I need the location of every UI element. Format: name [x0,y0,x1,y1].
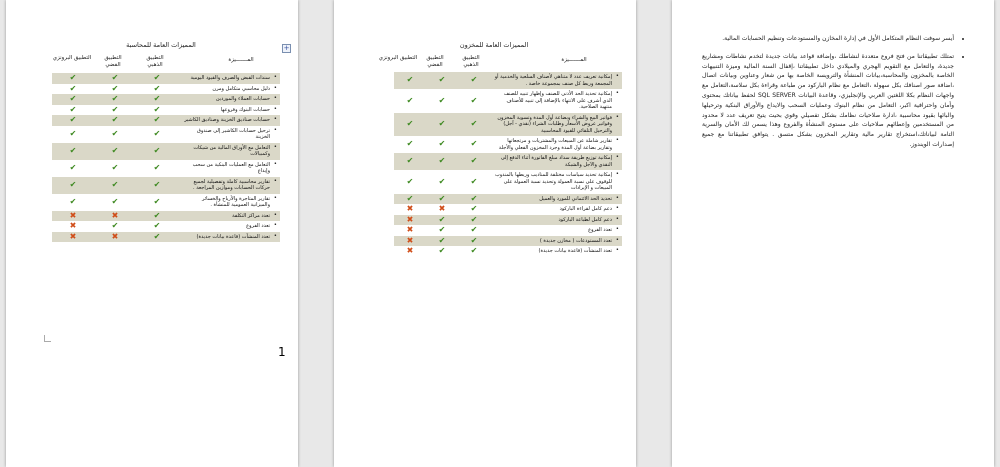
silver-cell [94,105,136,116]
gold-cell [136,143,178,160]
header-silver: التطبيق الفضي [426,55,444,68]
silver-cell [94,115,136,126]
gold-cell [136,84,178,95]
inventory-features-table [394,72,622,257]
check-icon-gold: ✔ [470,75,478,85]
check-icon-bronze: ✔ [69,162,77,172]
check-icon-bronze: ✔ [406,139,414,149]
bronze-cell [52,143,94,160]
bronze-cell [52,232,94,243]
feature-label: • إمكانية تحديد الحد الأدنى للصنف وإظهار تنبيه للصنف الذي أشرف على الانتهاء بالإضافة إلى تنبيه للأصناف منتهية الصلاحية. [490,89,622,113]
table-row [52,143,280,160]
check-icon-gold: ✔ [470,204,478,213]
header-bronze: التطبيق البرونزي [52,55,92,61]
cross-icon-bronze: ✖ [69,210,77,220]
check-icon-bronze: ✔ [406,95,414,105]
table-row [394,215,622,226]
check-icon-silver: ✔ [438,139,446,149]
silver-cell [94,160,136,177]
check-icon-silver: ✔ [438,193,446,203]
intro-paragraph: • أيسر سوفت النظام المتكامل الأول في إدارة المخازن والمستودعات وتنظيم الحسابات المالية. [702,34,954,44]
table-row [52,84,280,95]
check-icon-gold: ✔ [153,115,161,124]
gold-cell [458,215,490,226]
check-icon-silver: ✔ [111,196,119,206]
table-row [394,246,622,257]
check-icon-bronze: ✔ [69,104,77,114]
cross-icon-bronze: ✖ [406,214,414,224]
feature-label: • إمكانية تحديد سياسات مختلفة للمناديب وربطها بالمندوب للوقوف على نسبة العمولة وتحديد نسبة العمولة على المبيعات و الإيرادات [490,170,622,194]
check-icon-silver: ✔ [438,246,446,255]
silver-cell [94,143,136,160]
accounting-features-table [52,73,280,242]
check-icon-gold: ✔ [470,139,478,149]
feature-label: • دعم كامل لطباعة الباركود [490,215,622,226]
cross-icon-silver: ✖ [111,231,119,241]
gold-cell [458,170,490,194]
table-row [394,153,622,170]
check-icon-silver: ✔ [111,128,119,138]
intro-text [702,34,964,158]
bronze-cell [52,177,94,194]
feature-label: • تعدد الفروع [490,225,622,236]
bronze-cell [52,105,94,116]
check-icon-bronze: ✔ [406,119,414,128]
check-icon-gold: ✔ [470,156,478,166]
silver-cell [426,113,458,137]
bronze-cell [394,136,426,153]
feature-label: • تحديد الحد الائتماني للمورد والعميل [490,194,622,205]
table-row [52,232,280,243]
table-row [394,225,622,236]
table-row [52,126,280,143]
check-icon-silver: ✔ [111,83,119,93]
check-icon-silver: ✔ [438,119,446,128]
table-row [394,72,622,89]
table-row [394,170,622,194]
check-icon-bronze: ✔ [69,73,77,82]
silver-cell [94,194,136,211]
feature-label: • إمكانية تعريف عدد لا متناهي لأصناف السلعية والخدمية أو المجمعة وربط كل صنف بمجموعة خاصة . [490,72,622,89]
check-icon-gold: ✔ [470,246,478,255]
table-row [394,89,622,113]
gold-cell [136,73,178,84]
table-row [52,177,280,194]
page-accounting [6,0,298,467]
check-icon-gold: ✔ [470,214,478,224]
check-icon-silver: ✔ [438,235,446,245]
table-row [394,204,622,215]
page-intro [672,0,994,467]
check-icon-silver: ✔ [111,162,119,172]
table-row [52,115,280,126]
page-inventory [334,0,636,467]
feature-label: • تقارير المتاجرة والأرباح والخسائر والميزانية العمومية للمنشأة . [178,194,280,211]
silver-cell [426,204,458,215]
cross-icon-silver: ✖ [111,210,119,220]
bronze-cell [52,126,94,143]
check-icon-silver: ✔ [111,221,119,230]
bronze-cell [394,236,426,247]
bronze-cell [52,221,94,232]
feature-label: • دعم كامل لقراءة الباركود [490,204,622,215]
check-icon-silver: ✔ [111,94,119,103]
feature-label: • التعامل مع العمليات البنكية من سحب وإيداع [178,160,280,177]
table-row [52,160,280,177]
table-row [52,94,280,105]
check-icon-gold: ✔ [153,128,161,138]
bronze-cell [394,194,426,205]
gold-cell [458,204,490,215]
table-row [52,211,280,222]
silver-cell [426,225,458,236]
check-icon-gold: ✔ [470,95,478,105]
table-row [52,221,280,232]
table-row [394,236,622,247]
bronze-cell [52,211,94,222]
gold-cell [458,89,490,113]
gold-cell [458,225,490,236]
gold-cell [458,246,490,257]
check-icon-bronze: ✔ [69,179,77,189]
gold-cell [136,115,178,126]
silver-cell [426,72,458,89]
gold-cell [136,126,178,143]
silver-cell [426,194,458,205]
gold-cell [136,160,178,177]
header-feature: المـــــــيزة [561,57,587,63]
feature-label: • سندات القبض والصرف والقيود اليومية [178,73,280,84]
check-icon-bronze: ✔ [406,75,414,85]
feature-label: • التعامل مع الأوراق المالية من شيكات وكمبيالات [178,143,280,160]
check-icon-gold: ✔ [153,179,161,189]
feature-label: • تعدد المنشآت (قاعدة بيانات جديدة) [490,246,622,257]
bronze-cell [52,160,94,177]
feature-label: • تعدد المستودعات ( مخازن جديدة ) [490,236,622,247]
silver-cell [426,246,458,257]
gold-cell [136,194,178,211]
header-silver: التطبيق الفضي [104,55,122,68]
feature-label: • ترحيل حسابات الكاشير إلى صندوق الخزينة [178,126,280,143]
bronze-cell [52,84,94,95]
bronze-cell [394,153,426,170]
table-row [394,136,622,153]
check-icon-bronze: ✔ [406,176,414,186]
gold-cell [458,113,490,137]
check-icon-bronze: ✔ [69,128,77,138]
check-icon-bronze: ✔ [69,94,77,103]
silver-cell [94,232,136,243]
check-icon-silver: ✔ [438,214,446,224]
accounting-title: المميزات العامة للمحاسبة [126,41,196,49]
intro-paragraph: • تمتلك تطبيقاتنا من فتح فروع متعددة لنشاطك ،وإضافة قواعد بيانات جديدة لتخدم نشاطات ومشاريع جديدة، والتعامل مع التقويم الهجري والميلادي داخل تطبيقاتنا ،إقفال السنة المالية وميزة التنبيهات الخاصة بالمخزون والمحاسبة،بيانات المنشأة والترويسة الخاصة بها من شعار وعناوين وبيانات اتصال ،اضافة صور اصنافك بكل سهولة ،التعامل مع نظام الباركود من طباعة وقراءة بكل سلاسة،التعامل مع واجهات النظام بكلا اللغتين العربي والإنجليزي، وقاعدة البيانات SQL SERVER لحفظ بياناتك بمحتوى وأمان واحترافية اكبر، التعامل من نظام البنوك وعمليات السحب والايداع والأوراق البنكية وترحيلها والبائها بقيود محاسبية ،ادارة صلاحيات نظامك بشكل تفصيلي وقوي بحيث يتيح تعريف عدد لا محدود من المستخدمين وإعطائهم صلاحيات على مستوى المنشأة والفروع وهذا يسمن لك الأمان والسرية التامة لبياناتك،استخراج تقارير مالية وتقارير المخزون بشكل متسق . يتوافق تطبيقاتنا مع جميع إصدارات الويندوز. [702,52,954,150]
check-icon-bronze: ✔ [406,193,414,203]
silver-cell [94,126,136,143]
table-move-handle-icon[interactable]: + [283,44,290,52]
cross-icon-bronze: ✖ [406,225,414,234]
inventory-title: المميزات العامة للمخزون [459,41,529,49]
check-icon-silver: ✔ [111,104,119,114]
check-icon-silver: ✔ [111,179,119,189]
check-icon-silver: ✔ [438,75,446,85]
check-icon-gold: ✔ [153,221,161,230]
bronze-cell [394,72,426,89]
silver-cell [426,236,458,247]
silver-cell [426,170,458,194]
silver-cell [94,211,136,222]
feature-label: • تقارير محاسبية كاملة وتفصيلية لجميع حركات الحسابات وموازين المراجعة . [178,177,280,194]
feature-label: • تعدد المنشآت (قاعدة بيانات جديدة) [178,232,280,243]
check-icon-gold: ✔ [153,210,161,220]
check-icon-bronze: ✔ [406,156,414,166]
table-row [52,194,280,211]
check-icon-gold: ✔ [470,119,478,128]
cross-icon-bronze: ✖ [69,231,77,241]
table-row [52,73,280,84]
gold-cell [136,232,178,243]
check-icon-gold: ✔ [153,145,161,155]
cross-icon-silver: ✖ [438,204,446,213]
gold-cell [136,211,178,222]
feature-label: • تقارير شاملة عن المبيعات والمشتريات و مرتجعاتها وتقارير بضاعة أول المدة وجرد المخزون الفعلي والأجلة [490,136,622,153]
check-icon-silver: ✔ [111,145,119,155]
header-feature: المـــــــيزة [228,57,254,63]
feature-label: • تعدد الفروع [178,221,280,232]
bronze-cell [394,89,426,113]
bronze-cell [394,204,426,215]
check-icon-bronze: ✔ [69,145,77,155]
check-icon-silver: ✔ [438,156,446,166]
gold-cell [458,136,490,153]
check-icon-silver: ✔ [438,176,446,186]
header-gold: التطبيق الذهبي [146,55,164,68]
feature-label: • تعدد مراكز التكلفة [178,211,280,222]
check-icon-bronze: ✔ [69,115,77,124]
gold-cell [136,94,178,105]
feature-label: • حسابات العملاء والموردين [178,94,280,105]
page-number: 1 [278,345,286,359]
check-icon-gold: ✔ [153,94,161,103]
bronze-cell [394,113,426,137]
bronze-cell [52,115,94,126]
gold-cell [458,236,490,247]
gold-cell [136,105,178,116]
silver-cell [426,153,458,170]
table-row [394,113,622,137]
header-bronze: التطبيق البرونزي [378,55,418,61]
cross-icon-bronze: ✖ [406,246,414,255]
check-icon-silver: ✔ [438,95,446,105]
gold-cell [458,72,490,89]
check-icon-silver: ✔ [438,225,446,234]
check-icon-bronze: ✔ [69,83,77,93]
feature-label: • حسابات البنوك وفروعها [178,105,280,116]
gold-cell [136,177,178,194]
bronze-cell [394,215,426,226]
silver-cell [94,84,136,95]
header-gold: التطبيق الذهبي [462,55,480,68]
silver-cell [426,89,458,113]
silver-cell [426,136,458,153]
cross-icon-bronze: ✖ [69,221,77,230]
feature-label: • فواتير البيع والشراء وبضاعة أول المدة وتسوية المخزون وفواتير عروض الأسعار وطلبات الشراء (نقدي - آجل) والترحيل التلقائي للقيود المحاسبية [490,113,622,137]
check-icon-gold: ✔ [470,193,478,203]
table-row [52,105,280,116]
check-icon-gold: ✔ [153,196,161,206]
check-icon-gold: ✔ [470,176,478,186]
feature-label: • إمكانية توزيع طريقة سداد مبلغ الفاتورة أثناء الدفع إلى النقدي والآجل والشبكة [490,153,622,170]
silver-cell [94,73,136,84]
feature-label: • دليل محاسبي متكامل ومرن [178,84,280,95]
silver-cell [94,94,136,105]
silver-cell [94,177,136,194]
gold-cell [458,194,490,205]
feature-label: • حسابات صناديق الخزينة وصناديق الكاشير [178,115,280,126]
bronze-cell [52,73,94,84]
check-icon-gold: ✔ [153,104,161,114]
crop-mark [44,335,51,342]
check-icon-gold: ✔ [470,225,478,234]
check-icon-gold: ✔ [153,83,161,93]
silver-cell [94,221,136,232]
bronze-cell [52,194,94,211]
gold-cell [136,221,178,232]
check-icon-bronze: ✔ [69,196,77,206]
silver-cell [426,215,458,226]
bronze-cell [394,170,426,194]
check-icon-gold: ✔ [153,231,161,241]
check-icon-gold: ✔ [153,162,161,172]
check-icon-silver: ✔ [111,73,119,82]
table-row [394,194,622,205]
gold-cell [458,153,490,170]
check-icon-silver: ✔ [111,115,119,124]
check-icon-gold: ✔ [470,235,478,245]
cross-icon-bronze: ✖ [406,235,414,245]
bronze-cell [394,246,426,257]
cross-icon-bronze: ✖ [406,204,414,213]
bronze-cell [394,225,426,236]
check-icon-gold: ✔ [153,73,161,82]
bronze-cell [52,94,94,105]
